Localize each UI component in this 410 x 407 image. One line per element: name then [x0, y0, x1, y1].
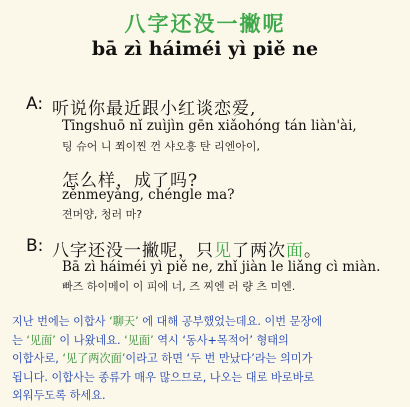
line-b1-highlight-mian: 面: [286, 241, 304, 261]
speaker-a-label: A:: [26, 94, 44, 114]
line-b1-pinyin: Bā zì háiméi yì piě ne, zhǐ jiàn le liǎng cì miàn.: [62, 259, 381, 275]
note-text: 이합사로,: [12, 352, 63, 366]
line-a1-pinyin: Tīngshuō nǐ zuìjìn gēn xiǎohóng tán liàn'ài,: [62, 118, 357, 134]
note-line-2: [12, 332, 402, 351]
note-line-1: [12, 313, 402, 332]
line-b1-chinese-before: 八字还没一撇呢，只: [52, 241, 214, 261]
note-highlight-example: ‘见了两次面’: [62, 352, 126, 366]
line-b1-chinese: [52, 236, 322, 261]
note-text: 이 나왔네요.: [55, 333, 125, 347]
note-line-5: 외워두도록 하세요.: [12, 389, 106, 403]
note-highlight-liaotian: ‘聊天’: [109, 315, 139, 328]
title-chinese: 八字还没一撇呢: [124, 11, 286, 36]
line-b1-highlight-jian: 见: [214, 241, 232, 261]
note-highlight-jianmian-2: ‘见面’: [124, 333, 154, 347]
note-text: 는: [12, 333, 27, 347]
explanation-note: [12, 313, 402, 406]
title-pinyin: bā zì háiméi yì piě ne: [91, 38, 319, 60]
line-a2-chinese: 怎么样，成了吗?: [62, 171, 199, 191]
line-a2-pinyin: zěnmeyàng, chéngle ma?: [62, 187, 235, 203]
note-text: 에 대해 공부했었는데요. 이번 문장에: [138, 315, 323, 328]
line-b1-korean: 빠즈 하이메이 이 피에 너, 즈 찌엔 러 량 츠 미엔.: [62, 280, 296, 293]
note-line-4: 됩니다. 이합사는 종류가 매우 많으므로, 나오는 대로 바로바로: [12, 370, 315, 384]
line-a1-korean: 팅 슈어 니 쬐이찐 껀 샤오훙 탄 리엔아이,: [62, 140, 260, 153]
note-text: 지난 번에는 이합사: [12, 315, 110, 328]
line-a2-korean: 젼머양, 청러 마?: [62, 208, 143, 221]
line-b1-chinese-middle: 了两次: [232, 241, 286, 261]
line-b1-chinese-after: 。: [304, 241, 322, 261]
note-line-3: [12, 350, 402, 369]
line-a1-chinese: 听说你最近跟小红谈恋爱,: [52, 99, 257, 119]
note-text: 이라고 하면 ‘두 번 만났다’라는 의미가: [125, 352, 313, 366]
speaker-b-label: B:: [26, 236, 44, 256]
note-text: 역시 ‘동사+목적어’ 형태의: [153, 333, 289, 347]
note-highlight-jianmian: ‘见面’: [26, 333, 56, 347]
